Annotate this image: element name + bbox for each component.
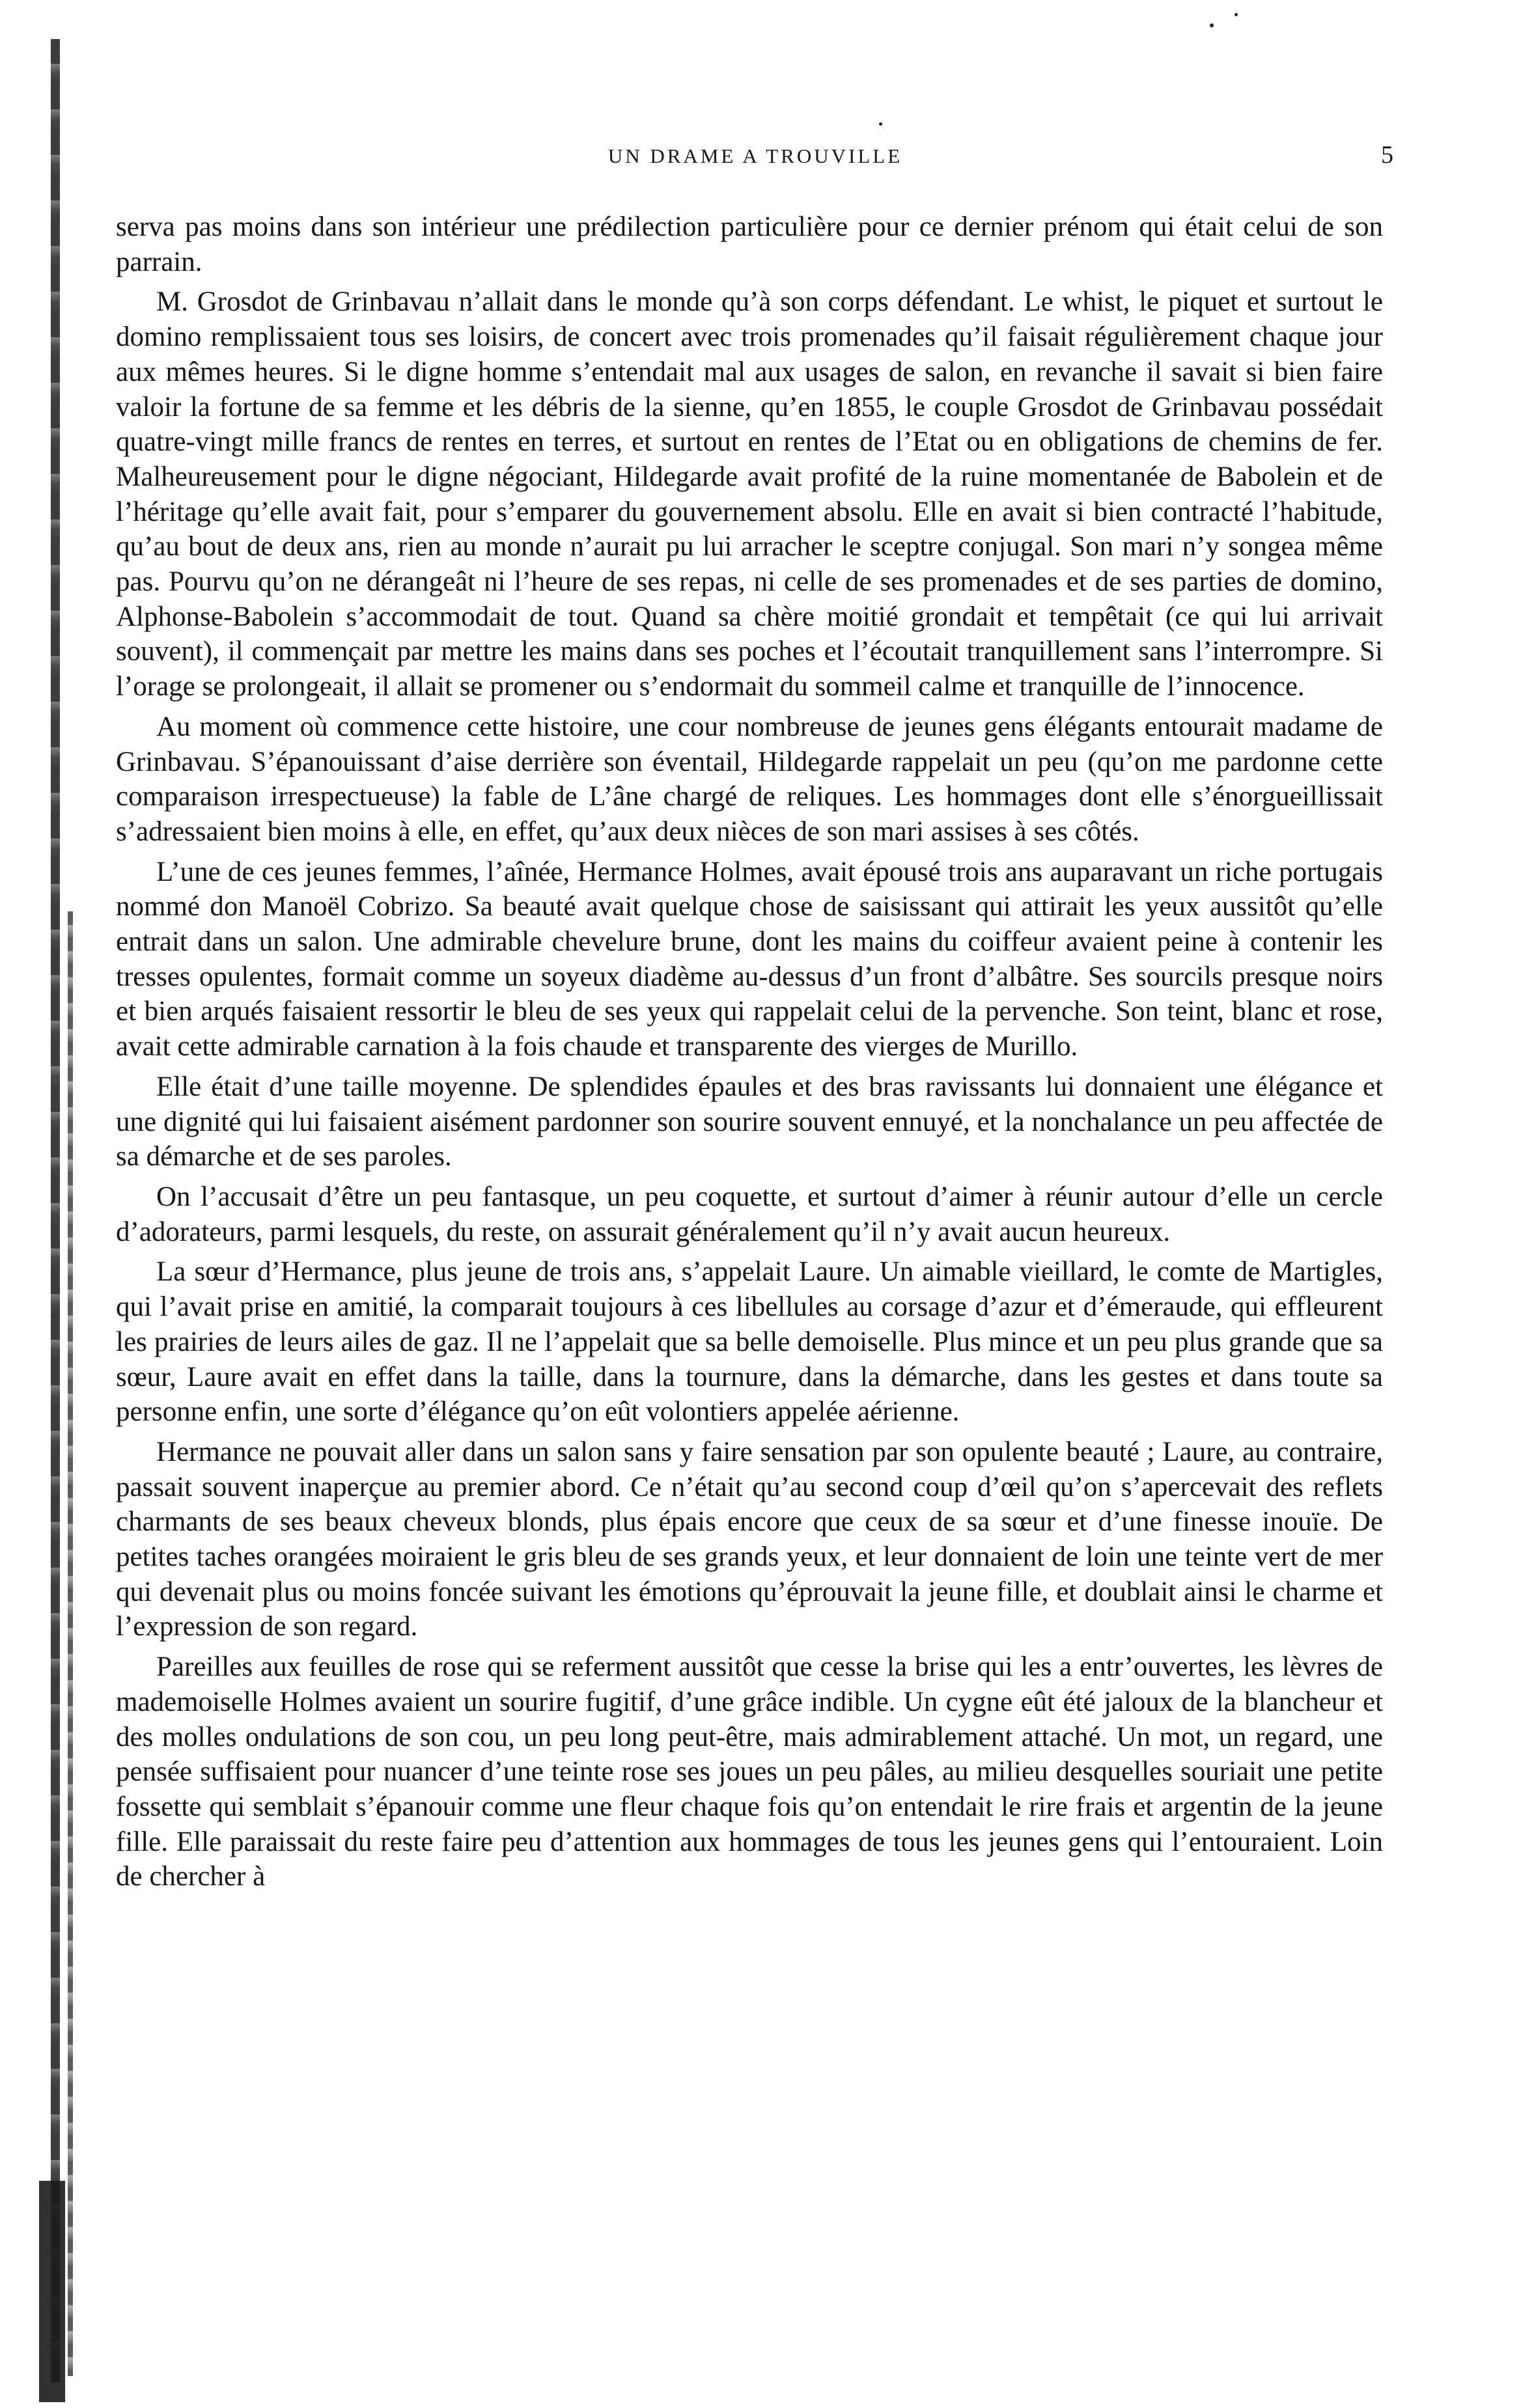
page-header [117,141,1393,184]
scan-speck [1210,23,1214,27]
paragraph: M. Grosdot de Grinbavau n’allait dans le monde qu’à son corps défendant. Le whist, le piquet et surtout le domino remplissaient tous ses loisirs, de concert avec trois promenades qu’il faisait régulièrement chaque jour aux mêmes heures. Si le digne homme s’entendait mal aux usages de salon, en revanche il savait si bien faire valoir la fortune de sa femme et les débris de la sienne, qu’en 1855, le couple Grosdot de Grinbavau possédait quatre-vingt mille francs de rentes en terres, et surtout en rentes de l’Etat ou en obligations de chemins de fer. Malheureusement pour le digne négociant, Hildegarde avait profité de la ruine momentanée de Babolein et de l’héritage qu’elle avait fait, pour s’emparer du gouvernement absolu. Elle en avait si bien contracté l’habitude, qu’au bout de deux ans, rien au monde n’aurait pu lui arracher le sceptre conjugal. Son mari n’y songea même pas. Pourvu qu’on ne dérangeât ni l’heure de ses repas, ni celle de ses promenades et de ses parties de domino, Alphonse-Babolein s’accommodait de tout. Quand sa chère moitié grondait et tempêtait (ce qui lui arrivait souvent), il commençait par mettre les mains dans ses poches et l’écoutait tranquillement sans l’interrompre. Si l’orage se prolongeait, il allait se promener ou s’endormait du sommeil calme et tranquille de l’innocence. [116,286,1383,702]
binding-shadow-bottom [39,2181,65,2402]
running-title: UN DRAME A TROUVILLE [607,145,903,167]
body-text [116,210,1383,1894]
binding-shadow-inner [68,911,73,2376]
paragraph: L’une de ces jeunes femmes, l’aînée, Hermance Holmes, avait épousé trois ans auparavant un riche portugais nommé don Manoël Cobrizo. Sa beauté avait quelque chose de saisissant qui attirait les yeux aussitôt qu’elle entrait dans un salon. Une admirable chevelure brune, dont les mains du coiffeur avaient peine à contenir les tresses opulentes, formait comme un soyeux diadème au-dessus d’un front d’albâtre. Ses sourcils presque noirs et bien arqués faisaient ressortir le bleu de ses yeux qui rappelait celui de la pervenche. Son teint, blanc et rose, avait cette admirable carnation à la fois chaude et transparente des vierges de Murillo. [116,856,1383,1062]
page-number: 5 [1381,141,1393,169]
paragraph: Pareilles aux feuilles de rose qui se referment aussitôt que cesse la brise qui les a entr’ouvertes, les lèvres de mademoiselle Holmes avaient un sourire fugitif, d’une grâce indible. Un cygne eût été jaloux de la blancheur et des molles ondulations de son cou, un peu long peut-être, mais admirablement attaché. Un mot, un regard, une pensée suffisaient pour nuancer d’une teinte rose ses joues un peu pâles, au milieu desquelles souriait une petite fossette qui semblait s’épanouir comme une fleur chaque fois qu’on entendait le rire frais et argentin de la jeune fille. Elle paraissait du reste faire peu d’attention aux hommages de tous les jeunes gens qui l’entouraient. Loin de chercher à [116,1652,1383,1892]
scan-binding-edge [0,0,78,2408]
paragraph: serva pas moins dans son intérieur une prédilection particulière pour ce dernier prénom qui était celui de son parrain. [116,212,1383,277]
scan-speck [1235,13,1238,16]
paragraph: Elle était d’une taille moyenne. De splendides épaules et des bras ravissants lui donnaient une élégance et une dignité qui lui faisaient aisément pardonner son sourire souvent ennuyé, et la nonchalance un peu affectée de sa démarche et de ses paroles. [116,1071,1383,1172]
paragraph: Hermance ne pouvait aller dans un salon sans y faire sensation par son opulente beauté ; Laure, au contraire, passait souvent inaperçue au premier abord. Ce n’était qu’au second coup d’œil qu’on s’apercevait des reflets charmants de ses beaux cheveux blonds, plus épais encore que ceux de sa sœur et d’une finesse inouïe. De petites taches orangées moiraient le gris bleu de ses grands yeux, et leur donnaient de loin une teinte vert de mer qui devenait plus ou moins foncée suivant les émotions qu’éprouvait la jeune fille, et doublait ainsi le charme et l’expression de son regard. [116,1436,1383,1642]
paragraph: On l’accusait d’être un peu fantasque, un peu coquette, et surtout d’aimer à réunir autour d’elle un cercle d’adorateurs, parmi lesquels, du reste, on assurait généralement qu’il n’y avait aucun heureux. [116,1181,1383,1247]
paragraph: Au moment où commence cette histoire, une cour nombreuse de jeunes gens élégants entourait madame de Grinbavau. S’épanouissant d’aise derrière son éventail, Hildegarde rappelait un peu (qu’on me pardonne cette comparaison irrespectueuse) la fable de L’âne chargé de reliques. Les hommages dont elle s’énorgueillissait s’adressaient bien moins à elle, en effet, qu’aux deux nièces de son mari assises à ses côtés. [116,711,1383,847]
scan-speck [879,122,882,126]
binding-shadow [51,39,60,2383]
paragraph: La sœur d’Hermance, plus jeune de trois ans, s’appelait Laure. Un aimable vieillard, le comte de Martigles, qui l’avait prise en amitié, la comparait toujours à ces libellules au corsage d’azur et d’émeraude, qui effleurent les prairies de leurs ailes de gaz. Il ne l’appelait que sa belle demoiselle. Plus mince et un peu plus grande que sa sœur, Laure avait en effet dans la taille, dans la tournure, dans la démarche, dans les gestes et dans toute sa personne enfin, une sorte d’élégance qu’on eût volontiers appelée aérienne. [116,1256,1383,1428]
